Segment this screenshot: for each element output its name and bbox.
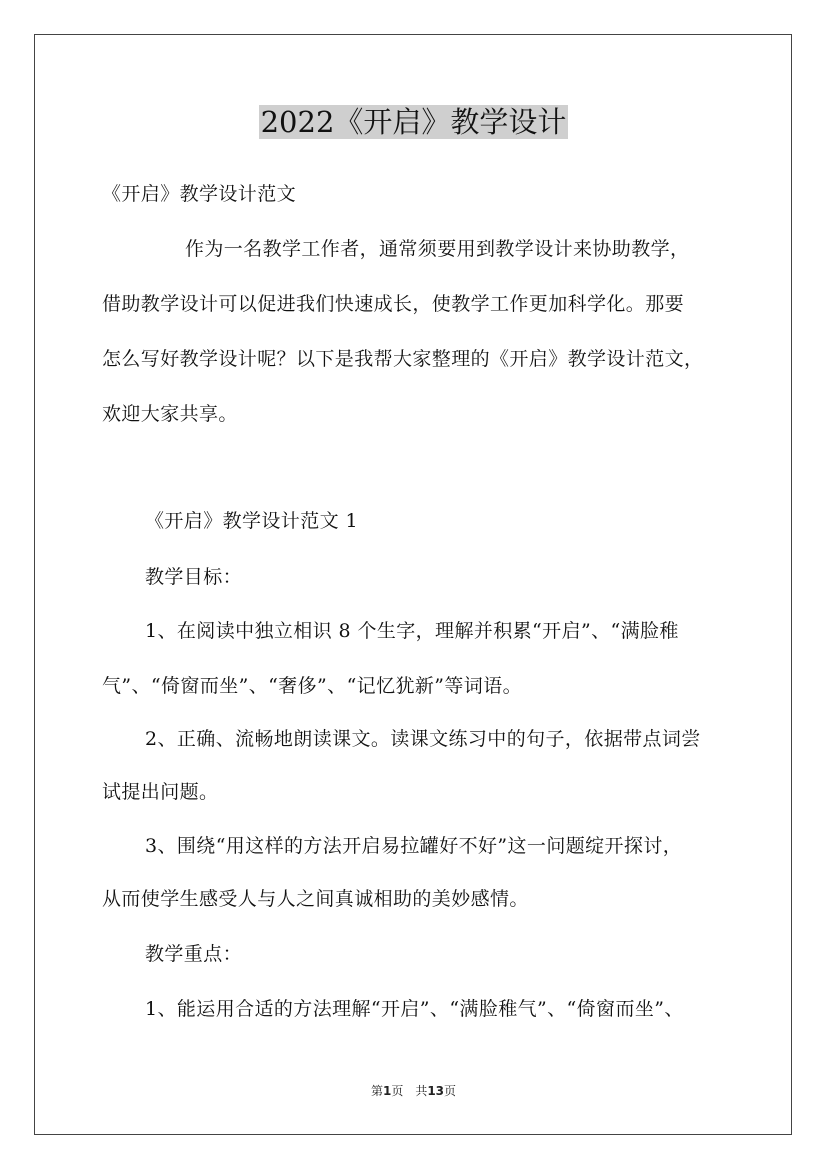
goal3-line-2: 从而使学生感受人与人之间真诚相助的美妙感情。 [102, 888, 529, 910]
document-title-text: 2022《开启》教学设计 [260, 105, 567, 139]
intro-line-1: 作为一名教学工作者，通常须要用到教学设计来协助教学， [185, 238, 690, 260]
goal2-line-1: 2、正确、流畅地朗读课文。读课文练习中的句子，依据带点词尝 [145, 728, 701, 750]
intro-line-4: 欢迎大家共享。 [102, 403, 238, 425]
document-title [0, 102, 827, 142]
goal3-line-1: 3、围绕“用这样的方法开启易拉罐好不好”这一问题绽开探讨， [145, 835, 683, 857]
footer-page-prefix: 第 [370, 1084, 383, 1098]
goals-label: 教学目标： [145, 566, 243, 588]
focus-label: 教学重点： [145, 943, 243, 965]
document-subtitle: 《开启》教学设计范文 [102, 183, 297, 205]
footer-page-mid: 页 共 [391, 1084, 428, 1098]
page-footer [0, 1083, 827, 1099]
footer-page-total: 13 [427, 1084, 445, 1098]
focus1-line-1: 1、能运用合适的方法理解“开启”、“满脸稚气”、“倚窗而坐”、 [145, 998, 684, 1020]
intro-line-2: 借助教学设计可以促进我们快速成长，使教学工作更加科学化。那要 [102, 293, 685, 315]
goal2-line-2: 试提出问题。 [102, 781, 219, 803]
footer-page-number: 1 [382, 1084, 392, 1098]
section-heading: 《开启》教学设计范文 1 [145, 510, 358, 532]
intro-line-3: 怎么写好教学设计呢？以下是我帮大家整理的《开启》教学设计范文， [102, 348, 704, 370]
goal1-line-2: 气”、“倚窗而坐”、“奢侈”、“记忆犹新”等词语。 [102, 675, 522, 697]
goal1-line-1: 1、在阅读中独立相识 8 个生字，理解并积累“开启”、“满脸稚 [145, 620, 679, 642]
footer-page-suffix: 页 [444, 1084, 457, 1098]
